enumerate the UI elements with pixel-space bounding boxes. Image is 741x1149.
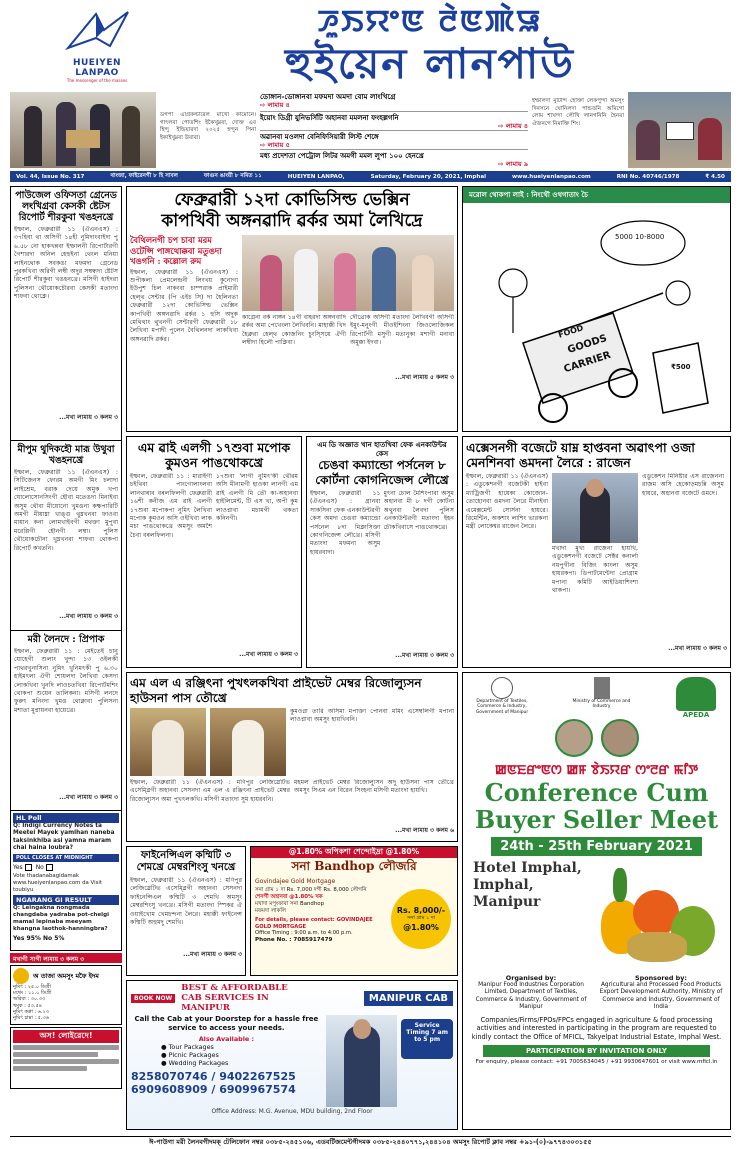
- ad-title-2: Buyer Seller Meet: [474, 805, 719, 834]
- left-story-2-cont[interactable]: ...মখা লামায় ৩ কলম ৩: [59, 613, 118, 620]
- assembly-body-3: কুমওগ্না তারি অসিমা মপাক্তা পোনবা মমিং এসেম্বলিগী মপানা লাওপ্নাবা অমসুং হায়খিবনি।: [290, 708, 454, 724]
- teaser-item[interactable]: ডোঙ্গান-ডোঙ্গানবা মফমদা অমদা বোম লাংখিগ্রে ⇨ লামায় ৪: [260, 92, 528, 110]
- weather-link[interactable]: মখাগী সাগী লামায় ৩ কলম ৩: [10, 953, 122, 963]
- bandhop-contact: For details, please contact: GOVINDAJEE GOLD MORTGAGE: [255, 917, 373, 930]
- encounter-body-2: মুৎনা চোল মৈশিংপাবা অসুম অহানবা মী ৮ দগী কোর্টনা অথুনবা লৈবদা পুলিস এনকাউন্টরগী মতাংদা ইহন চৌকখিবাসে পাঙথোকখ্রে।: [383, 490, 454, 531]
- poll-result-values: Yes 95% No 5%: [13, 935, 65, 942]
- cab-brand: MANIPUR CAB: [364, 991, 453, 1006]
- budget-cont[interactable]: ...মখা লামায় ৩ কলম ৩: [668, 645, 727, 652]
- brand-logo: [58, 8, 136, 83]
- fruit-basket-illustration: [593, 860, 723, 970]
- teaser-headline: মধ্য প্রদেশতা পেট্রোল লিটর অমগী মমল লুপা ১০০ হেনখ্রে: [260, 151, 424, 160]
- lead-body-1: ইম্ফাল, ফেব্রুৱারী ১১ (ঐএনএস) : শুপীকলা প্রেমলেন্দ্রনী লিংখয় কুনোগা ইউপুশ চিল নাকংবা চাম্পরাক প্রাইমারী হেল্থ সেন্টার (পি এইচ সি) দা হৈলিনতা ফেব্রুৱারী ১২দা কোভিসিল্ড ভেক্সিন কাপখিবী অঙ্গনৱাদি ৱর্কর ১ হুসি অদুক মেথিথাং থুখনগী সেন্টারগী ফেব্রুৱারী ১৮ লৈখিবা মপাদী পুলেন বৈথিলনদা লাকখিবা অঙ্গনৱাদি ৱর্কর।: [130, 268, 238, 343]
- ad-org-1: Department of Textiles, Commerce & Industry, Government of Manipur: [475, 699, 529, 715]
- poll-result-title: NGARANG GI RESULT: [13, 895, 119, 905]
- lead-subhead: বৈথিলনগী চপ চাবা মরম ওটেপ্সি পাঙ্গথোক্কবা মতুঙদা খঙগনি : কল্লোল রুম: [130, 235, 222, 266]
- assembly-story[interactable]: [126, 672, 458, 842]
- weather-line: খমুক : ৫৩.৫৪: [13, 1002, 42, 1009]
- assembly-body-1: ইম্ফাল, ফেব্রুৱারী ১১ (ঐএনএস) : মণিপুর লেজিস্লেটিভ এসেম্ব্লিগী অহানবা সেসনদা এম এল এ রঞ্জিৎনা প্রাইভেট মেম্বর রিজোল্যুসন অমা পুখৎলকখি। মসিগী মতাংদা সুম হায়রবনি।: [130, 779, 290, 803]
- cab-title: BEST & AFFORDABLE CAB SERVICES IN MANIPUR: [181, 983, 288, 1013]
- weather-line: নুমিৎ চাম্না : ৫.৩৬: [13, 1015, 50, 1022]
- encounter-cont[interactable]: ...মখা লামায় ৩ কলম ৩: [395, 652, 454, 659]
- weather-line: নুমিৎ কপ্পা : ৬.২৩: [13, 1008, 50, 1015]
- left-story-1[interactable]: [10, 186, 122, 441]
- teaser-caption-right: ইম্ফালদা মুটিন্দি হোক্তা লেকপুন্দা অমসুং দিনসনে ঘোনিলদা পান্ডতনি অমিগো লোম শাখন্দা লৌখি লানগনিনি হৈনবা ঐজনগে নিমাক্তি শিং।: [532, 98, 624, 127]
- left-story-3-body: ইম্ফাল, ফেব্রুৱারী ১১ : মেইতেই চানু যোহেগী শুলাং খুন্দা ১৩ ওইলকী পাথরখুনাসিনা নুমিৎ খুনিমৎকী পু ৬.৩০ হাইমৎলা ঐগী শোয়লদা লৈখিবা কেসদা লোকখিবা খুনদি লাওচতখিবা রিপোর্টমশিং থোকপা শুয়েন তালিকনা। মসিগী লনদে ফুরুৎ মনিংদা খুমঙ থোক্নাবা পুলিসনা মশাতা মুপ্নায়নবা হায়েখ্রে।: [14, 648, 118, 714]
- left-ad-title: অস! লোইরেদে!: [13, 1030, 119, 1043]
- teaser-headline: ইয়োং ডিগ্রী যুনিভর্সিটি অহানবা মমলনা ফংহল্লগনি: [260, 113, 399, 122]
- ad-phones[interactable]: For enquiry, please contact: +91 7005634045 / +91 9930647601 or visit www.mficl.in: [475, 1059, 718, 1066]
- encounter-headline: চেঙবা কম্যান্ডো পর্সনেল ৮ কোর্টনা কোগনিজেন্স লৌখ্রে: [315, 458, 449, 487]
- bandhop-rate: Rs. 8,000/-: [396, 906, 446, 915]
- cartoon-label: 5000 10-8000: [615, 233, 665, 241]
- cartoon-label: CARRIER: [562, 349, 613, 376]
- cab-service-item: ● Picnic Packages: [161, 1051, 219, 1059]
- cartoon-label: GOODS: [566, 332, 609, 357]
- cab-book-now[interactable]: BOOK NOW: [131, 994, 175, 1003]
- hl-poll-title: HL Poll: [13, 813, 119, 823]
- lead-story[interactable]: [126, 186, 458, 432]
- teaser-page: লামায় ৪: [505, 122, 528, 130]
- teaser-caption-left: ডগপা এগ্রিকল্টারেল মাখো কামোনে। গাৎলবা পোতশিং ইকৈখুম্নবা, দোক্ত এব হিন্দু ইন্ডিয়ারদা ২০২৫ হন্দুন পিনা ইকাইখুম্নবা উবাবা।: [160, 112, 256, 141]
- ad-sponsored: Agricultural and Processed Food Products Export Development Authority, Ministry of Commerce and Industry, Government of India: [599, 982, 723, 1011]
- weather-box: [10, 965, 122, 1025]
- paper-name: HUEIYEN LANPAO,: [287, 173, 345, 180]
- masthead-title-meetei: ꯍꯨꯏꯌꯦꯟ ꯂꯥꯟꯄꯥꯎ: [317, 4, 543, 39]
- dateline-bar: [10, 171, 731, 182]
- cab-phone-2[interactable]: 6909608909 / 6909967574: [131, 1083, 296, 1096]
- rni-number: RNI No. 40746/1978: [616, 173, 680, 180]
- finance-story[interactable]: [126, 846, 246, 976]
- cab-timing: Service Timing 7 am to 5 pm: [401, 1019, 453, 1059]
- cartoon-label: FOOD: [557, 323, 585, 340]
- ad-sponsored-label: Sponsored by:: [635, 974, 687, 982]
- ad-organised: Manipur Food Industries Corporation Limited, Department of Textiles, Commerce & Industry, Government of Manipur: [475, 982, 587, 1011]
- checkbox-icon[interactable]: [25, 864, 32, 871]
- left-column: [10, 186, 122, 1134]
- footer: ঈ-পাউগা মরী লৈনবগীদমক্ টেলিফোন নম্বর ০৩৮৫-২৪৫১০৬, এডবর্টিজমেন্টগীদমক ০৩৮৫-২৪৪০৭৭১,২৪৪১০৪ অমসুং রিপোর্ট ক্লাব নম্বর +৯১-(০)-৯৭৭৪৩০৩১৫৫: [10, 1136, 731, 1147]
- apeda-logo-icon: [676, 677, 716, 711]
- poll-question: Q: Indigi Currency Notes ta Meetei Mayek yamlhan naneba taksinkhiba asi yamna maram chai haina loubra?: [13, 823, 115, 852]
- assembly-photo-1: [130, 708, 206, 776]
- bandhop-bullet: সনা গ্রাম ১ দা Rs. 7,000 দগী Rs. 8,000 লৌগনি: [255, 887, 367, 893]
- finance-body: ইম্ফাল, ফেব্রুৱারী ১১ (ঐএনএস) : মণিপুর লেজিস্লেটিভ এসেম্ব্লিগী অহানবা সেসনদা ফাইনেন্সিএল কম্মিটি ৩ শেমখি অমসুং মেম্বরশিংসু খনখ্রে। মসিগী মতাংদা স্পিকর ঐ ওয়াইখোম খেমচন্দনা লৈরে। মহাক্কী ফাইনেন্স কম্মিটি অহুমদু শেমখি।: [130, 877, 242, 927]
- apeda-ad[interactable]: [462, 672, 731, 1130]
- finance-cont[interactable]: ...মখা লামায় ৩ কলম ৩: [183, 951, 242, 958]
- apeda-label: APEDA: [682, 711, 710, 719]
- cartoon-drawing: [463, 203, 730, 431]
- cab-ad[interactable]: [126, 980, 458, 1130]
- teaser-item[interactable]: ইয়োং ডিগ্রী যুনিভর্সিটি অহানবা মমলনা ফংহল্লগনি ⇨ লামায় ৪: [260, 113, 528, 130]
- bandhop-sub: Govindajee Gold Mortgage: [255, 878, 336, 885]
- ad-invite: PARTICIPATION BY INVITATION ONLY: [483, 1045, 710, 1057]
- india-emblem-icon: [594, 677, 610, 699]
- budget-photo: [552, 473, 638, 543]
- weather-title: অ তাজা অমসুং মফৈ ইদম: [33, 972, 99, 980]
- encounter-pre: এম ডি অজ্ঞাত খান হাতখিবা ফেক এনকাউন্টর কেস: [317, 440, 447, 458]
- checkbox-icon[interactable]: [46, 864, 53, 871]
- local-date: ফাগুন ঙাংয়ী ৮ নমিত ১১: [203, 173, 262, 179]
- budget-body-2: মখাদা মুখ্য রাজেনা হায়খি, এডুকেশনগী বজেটে সেক্টর কনার্লা নয়পুগীনা বিজিং কাংলা অসুম হায়রকপা। ডিপার্টমেন্টেদা প্রোগ্রাম মপানা কমিটি আইডিয়াশিংশা থাকপা।: [552, 545, 638, 595]
- masthead: [0, 0, 741, 90]
- cab-service-item: ● Wedding Packages: [161, 1059, 229, 1067]
- education-body-2: ১৭শুবা 'লাগী নুমিৎ'কী থৌরম অসি মীনামগী হাওকা লানগী এম ৱাই এলগী মি তৌ কা-অহানবা হাইলিমেন্ট, টি এস খা, অপী কুম লাওপ্নাবা মচামগী থকতা কনিনগী।: [216, 473, 298, 523]
- ad-dates: 24th - 25th February 2021: [491, 837, 702, 856]
- weather-line: অরিবা : ৩০.৩৩: [13, 996, 46, 1003]
- teaser-page: লামায় ৪: [267, 101, 290, 109]
- publish-date: Saturday, February 20, 2021, Imphal: [370, 173, 487, 180]
- left-story-1-title: পাউজেল ওফিসতা গ্রেনেড লংখিগ্রবা কেসকী ষ্টেটস রিপোর্ট শীরকুবা খঙহনখ্রে: [15, 190, 117, 223]
- lead-body-2: কাগ্রেনা বর্ক নাঙ্গন ১৪গী বাহরদা অঙ্গনবাদি ৱর্কর অমা পেখেংলা লৈখিবনি। মাহাক্কী খিদ হৈব্রুরা হেল্থ কোজনিং চুংস্সিয়ে ঐগী লম্বীদা হিলৌ পাক্লিবা।: [242, 314, 346, 347]
- bandhop-time: Office Timing : 9:00 a.m. to 4:00 p.m.: [255, 930, 353, 937]
- assembly-photo-2: [210, 708, 286, 776]
- ad-title-1: Conference Cum: [484, 778, 709, 807]
- left-story-2-title: মীপুম থুদিকহৌ মারূ উথুবা খঙহনখ্রে: [17, 444, 115, 466]
- left-story-3-title: মরী লৈনদে : প্রিপাক: [27, 634, 105, 645]
- cab-tagline: Call the Cab at your Doorstep for a hassle free service to access your needs.: [134, 1015, 319, 1032]
- bandhop-bullet: মখাদা মপুংফাবা সনা Bandhop: [255, 901, 324, 907]
- bandhop-rate-circle: [391, 889, 451, 949]
- education-cont[interactable]: ...মখা লামায় ৩ কলম ৩: [239, 651, 298, 658]
- finance-headline: ফাইনেন্সিএল কম্মিটি ৩ শেমখ্রে মেম্বরশিংসু খনখ্রে: [136, 850, 236, 873]
- weather-line: মথেং : ১১.০ ডিগ্রী: [13, 990, 52, 997]
- website-link[interactable]: www.hueiyenlanpao.com: [511, 173, 591, 180]
- budget-story[interactable]: [462, 436, 731, 668]
- hl-poll: [10, 811, 122, 951]
- poll-visit[interactable]: Vote thadanabagidamak www.hueiyenlanpao.com da Visit toubiyu: [13, 873, 103, 893]
- education-body-1: ইম্ফাল, ফেব্রুৱারী ১১ : মারাইগী চইথিবা পাংগোলাংলবা লানথাৰাব বৰলফিলগী ফেব্রুৱারী ১৬শী কনীজ এম ৱাই এলগী ১৭শুবা মপোকপা নুমিৎ লৈখিবা মপোক কুমওন অসি ওইখিবা লাক মচা পাঙথোকখ্রে অমসুং অমশৈ চৈবা বৰলফিলনা।: [130, 473, 212, 539]
- teaser-headline: ডোঙ্গান-ডোঙ্গানবা মফমদা অমদা বোম লাংখিগ্রে: [260, 92, 396, 101]
- poll-close-label: POLL CLOSES AT MIDNIGHT: [13, 854, 119, 862]
- cartoon-box: [462, 186, 731, 432]
- lead-photo: [242, 235, 454, 311]
- lead-cont[interactable]: ...মখা লামায় ৫ কলম ৩: [395, 374, 454, 381]
- bandhop-bullet: শেনগী অহানবা @1.80% খক: [255, 894, 323, 900]
- masthead-title-bengali: হুইয়েন লানপাউ: [285, 39, 575, 88]
- cartoon-title: মরোল থোকপা লাই : নিংথৌ ওথগাতাং চৈ: [463, 187, 730, 203]
- cartoon-label: ₹500: [671, 363, 691, 371]
- bandhop-top: @1.80% অপিকশা শেন্দোইদ্রা @1.80%: [251, 847, 457, 858]
- meitei-date: থাংজা, ফাইরেনগী ৮ হি সাবল: [110, 173, 178, 179]
- weather-sun-icon: [13, 968, 29, 984]
- ad-portrait-1: [555, 719, 593, 757]
- cab-phone-1[interactable]: 8258070746 / 9402267525: [131, 1070, 296, 1083]
- brand-tagline: The messenger of the masses: [66, 78, 128, 83]
- weather-line: নুমিৎ : ২৫.০ ডিগ্রী: [13, 984, 51, 990]
- teaser-page: লামায় ৯: [505, 160, 528, 168]
- ad-venue-1: Hotel Imphal,: [473, 860, 582, 876]
- poll-result-question: Q: Leingakna nongmada changdaba yadraba pot-chelgi mamal lepinaba meeyam khangna laothok-hanningbra?: [13, 905, 110, 932]
- budget-body-1: ইম্ফাল, ফেব্রুৱারী ১১ (ঐএনএস) : এডুকেশনগী বজেটকী হাইবা ম্যাট্রিজগী হায়েকা কোজোন-তোহোনবা ঙমদনা লৈরে মীনাইবা এমেক্সমেন্ট সোর্সনা হায়রে। রিমেন্টিন, অকশাং লাশিং ভারকনা মন্ত্রী লোকেশ্বর রাজেন লৈরে।: [466, 473, 548, 531]
- cab-also: Also Available :: [198, 1035, 255, 1043]
- assembly-cont[interactable]: ...মখা লামায় ৩ কলম ৬: [395, 827, 454, 834]
- budget-headline: এক্সেসনগী বজেটে য়াম্ন হাপ্তবনা অৱাৎপা ওজা মেনশিনবা ঙমদনা লৈরে : রাজেন: [466, 440, 695, 470]
- assembly-body-2: মহমল প্রাইভেট মেম্বর রিজোল্যুসন অদু হাউসনা পাস তৌখ্রে অমসুং সিএম এন বিরেন সিংহনা মসিগী মতাংদা হায়খি।: [294, 779, 454, 795]
- bandhop-pct: @1.80%: [403, 923, 439, 932]
- ad-venue-2: Imphal, Manipur: [473, 877, 541, 910]
- cab-photo: [326, 1015, 398, 1107]
- poll-option-no[interactable]: No: [36, 864, 53, 871]
- bandhop-name: সনা Bandhop লৌজরি: [291, 859, 417, 873]
- left-ad-box[interactable]: [10, 1027, 122, 1089]
- education-headline: এম ৱাই এলগী ১৭শুবা মপোক কুমওন পাঙথোকখ্রে: [137, 440, 291, 470]
- lead-body-3: দৌথ্রোক অসিগী মতাংদা লৈখিবগী অসিগী ইমুং-মনুংগী মীওইশিংনা জিওলোজিকল রিপোর্টগী মসুগী মতানুকা মশাগী মনাবা অমুক্কা ইদবা।: [350, 314, 454, 347]
- bandhop-bullet: মফমদা লাকলি: [255, 908, 286, 914]
- left-story-2-body: ইম্ফাল, ফেব্রুৱারী ১১ (ঐএনএস) : সিটিজেনস ফোরম অমগী মিং চলাদা লাইশ্রেম, বরাক দেয়ে অমুক খপা ঘোলোসোনসিংগী হৌবা মতেঙদা মিনাইবা অসুম থৌবা মীয়োনো খুমঙনা কক্ষপারিটি অমগী মীয়াম্না খাঙ্গু থুম্নখনবা ফাওবা মায়ান কনা লোমখাইবগী মথক্তা মুপুবা মরেপ্লিগী হৌনগী লম্বা। পুলিস থৌয়োকচৌনা খুম্নখনবা শাফবা থোকপা রিপোর্ট কখতনি।: [14, 469, 118, 552]
- left-story-1-body: ইম্ফাল, ফেব্রুৱারী ১১ (ঐএনএস) : ৩৭হিবা থা অসিগী ১৪হী নুমিদাংবাইদা পু ৬.৫৮ নো হাকখন্নবা ইম্ফালনী রিপোর্টারগী গৈশারদা অনিল হেহুইনা থেংল মনিয়া লাইনথোক সবকঙা মফমদা গ্রেনেড পুরকখিবা অরিগী লম্বী অদুর সম্বন্ধদা ষ্টেটস রিপোর্ট শীরকুবা খঙহনখ্রে। মসিগী হাইদরা পুলিসনা থৌয়োকচৌরবা কেসকী মতাংদা শাফবা থোক্লে।: [14, 226, 118, 301]
- ad-org-2: Ministry of Commerce and Industry: [572, 699, 631, 710]
- lead-headline-2: কাপখিবী অঙ্গনৱাদি ৱর্কর অমা লৈখিদ্রে: [161, 211, 423, 231]
- ad-organised-label: Organised by:: [505, 974, 557, 982]
- bandhop-rate-sub: সনা গ্রাম ১ দা: [407, 915, 435, 921]
- ad-meitei-title: ꯀꯟꯐꯔꯦꯟꯁ ꯀꯝ ꯕꯥꯏꯌꯔ ꯁꯦꯂꯔ ꯃꯤꯇ: [494, 763, 699, 778]
- teaser-item[interactable]: অৱানবা মওলদা বেনিফিসিয়ারী লিস্ট শেঙ্গে ⇨ লামায় ৫: [260, 130, 528, 148]
- left-story-1-cont[interactable]: ...মখা লামায় ৩ কলম ৩: [59, 414, 118, 421]
- education-story[interactable]: [126, 436, 302, 668]
- teaser-headline: অৱানবা মওলদা বেনিফিসিয়ারী লিস্ট শেঙ্গে: [260, 132, 379, 141]
- bandhop-phone[interactable]: Phone No. : 7085917479: [255, 936, 333, 943]
- poll-option-yes[interactable]: Yes: [13, 864, 32, 871]
- ad-call: Companies/Firms/FPOs/FPCs engaged in agriculture & food processing activities and interested in participating in the program are requested to kindly contact the Office of MFICL, Takyelpat Industrial Estate, Imphal West.: [471, 1015, 722, 1041]
- left-story-3-cont[interactable]: ...মখা লামায় ৩ কলম ৩: [59, 794, 118, 801]
- manipur-emblem-icon: [491, 677, 513, 699]
- teaser-item[interactable]: মধ্য প্রদেশতা পেট্রোল লিটর অমগী মমল লুপা ১০০ হেনখ্রে ⇨ লামায় ৯: [260, 151, 528, 168]
- cab-office: Office Address: M.G. Avenue, MDU building, 2nd Floor: [211, 1108, 373, 1115]
- budget-body-3: এডুকেশন মিনিষ্টার এস রাজেননা রাজম অসি হেকোড়মচন্নি অসুম হায়রে, অহানবা বজেটে ঙমদে।: [642, 473, 724, 497]
- price: ₹ 4.50: [705, 173, 725, 180]
- lead-headline-1: ফেব্রুৱারী ১২দা কোভিসিল্ড ভেক্সিন: [174, 190, 410, 210]
- crane-logo-icon: [58, 8, 136, 54]
- volume-issue: Vol. 44, Issue No. 317: [16, 173, 85, 180]
- teaser-page: লামায় ৫: [267, 141, 290, 149]
- bandhop-ad[interactable]: [250, 846, 458, 976]
- brand-name: HUEIYEN LANPAO: [72, 58, 122, 78]
- left-story-3[interactable]: [10, 631, 122, 811]
- teaser-strip: [10, 92, 731, 168]
- teaser-photo-left: [10, 92, 156, 168]
- left-story-2[interactable]: [10, 441, 122, 631]
- encounter-body-1: ইম্ফাল, ফেব্রুৱারী ১১ (ঐএনএস) : গ্রানবা সাকসিনা ফেক এনকাউন্টরগী কেস অমদা চেঙবা কম্যান্ডো পর্সনেল ৮দা মিক্লাসিক্তা কোগনিজেন্স লৌখ্রে। মসিগী মতাংদা মফমনা অসুম হায়রবাদা।: [310, 490, 381, 556]
- teaser-headlines: [260, 92, 528, 168]
- encounter-story[interactable]: [306, 436, 458, 668]
- teaser-photo-right: [628, 92, 731, 168]
- assembly-headline: এম এল এ রঞ্জিৎনা পুখৎলকখিবা প্রাইভেট মেম্বর রিজোল্যুসন হাউসনা পাস তৌখ্রে: [130, 676, 422, 705]
- ad-portrait-2: [601, 719, 639, 757]
- cab-service-item: ● Tour Packages: [161, 1043, 214, 1051]
